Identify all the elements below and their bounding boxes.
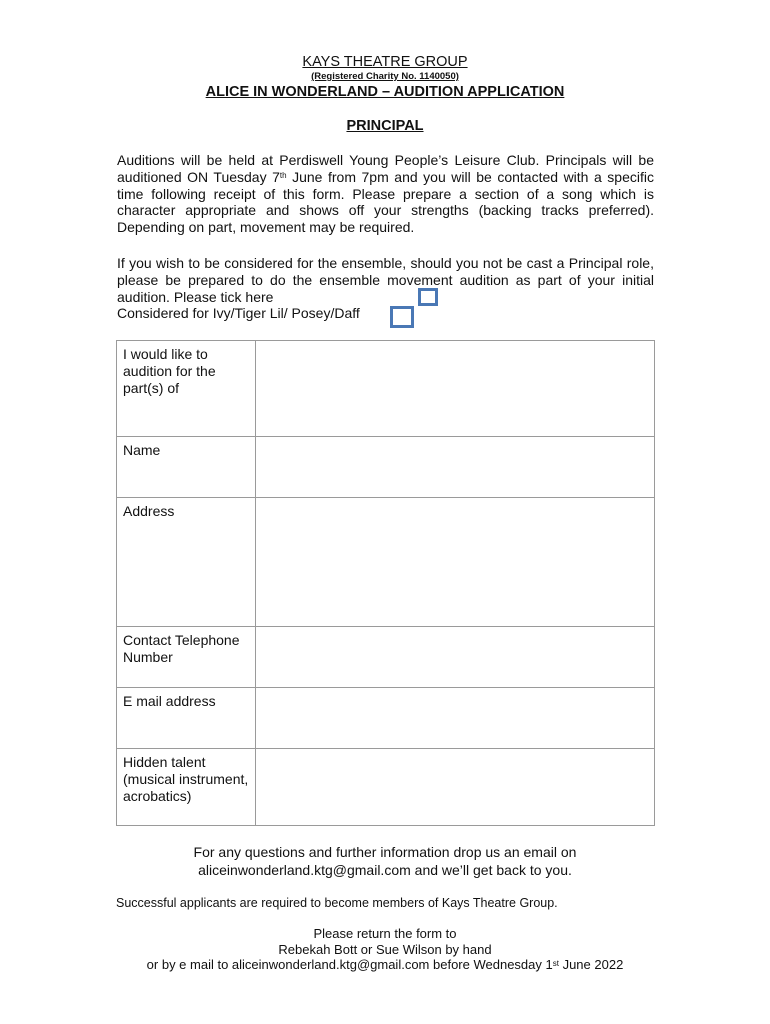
table-row (117, 688, 655, 749)
return-instructions: Please return the form to Rebekah Bott or Sue Wilson by hand or by e mail to aliceinwonderland.ktg@gmail.com before Wednesday 1st June 2022 (146, 926, 624, 972)
telephone-field[interactable] (256, 627, 655, 688)
parts-field[interactable] (256, 341, 655, 437)
talent-field[interactable] (256, 749, 655, 826)
membership-note: Successful applicants are required to become members of Kays Theatre Group. (116, 896, 558, 910)
charity-number: (Registered Charity No. 1140050) (311, 71, 459, 82)
form-title: ALICE IN WONDERLAND – AUDITION APPLICATION (205, 84, 565, 100)
considered-for-label: Considered for Ivy/Tiger Lil/ Posey/Daff (117, 305, 360, 321)
telephone-label: Contact Telephone Number (117, 627, 256, 688)
name-label: Name (117, 437, 256, 498)
name-field[interactable] (256, 437, 655, 498)
table-row (117, 341, 655, 437)
table-row (117, 749, 655, 826)
address-label: Address (117, 498, 256, 627)
ensemble-paragraph: If you wish to be considered for the ensemble, should you not be cast a Principal role, please be prepared to do the ensemble movement audition as part of your initial audition. Please tick here (117, 255, 654, 305)
table-row (117, 627, 655, 688)
ensemble-checkbox[interactable] (418, 288, 438, 306)
table-row (117, 498, 655, 627)
application-form-table (116, 340, 655, 826)
email-field[interactable] (256, 688, 655, 749)
talent-label: Hidden talent (musical instrument, acrobatics) (117, 749, 256, 826)
intro-paragraph: Auditions will be held at Perdiswell Young People’s Leisure Club. Principals will be auditioned ON Tuesday 7th June from 7pm and you will be contacted with a specific time following receipt of this form. Please prepare a section of a song which is character appropriate and shows off your strengths (backing tracks preferred). Depending on part, movement may be required. (117, 152, 654, 236)
questions-note: For any questions and further information drop us an email on aliceinwonderland.ktg@gmail.com and we’ll get back to you. (193, 844, 577, 878)
parts-label: I would like to audition for the part(s) of (117, 341, 256, 437)
org-name: KAYS THEATRE GROUP (302, 54, 468, 70)
email-label: E mail address (117, 688, 256, 749)
address-field[interactable] (256, 498, 655, 627)
table-row (117, 437, 655, 498)
considered-for-checkbox[interactable] (390, 306, 414, 328)
form-subtitle: PRINCIPAL (346, 118, 424, 134)
